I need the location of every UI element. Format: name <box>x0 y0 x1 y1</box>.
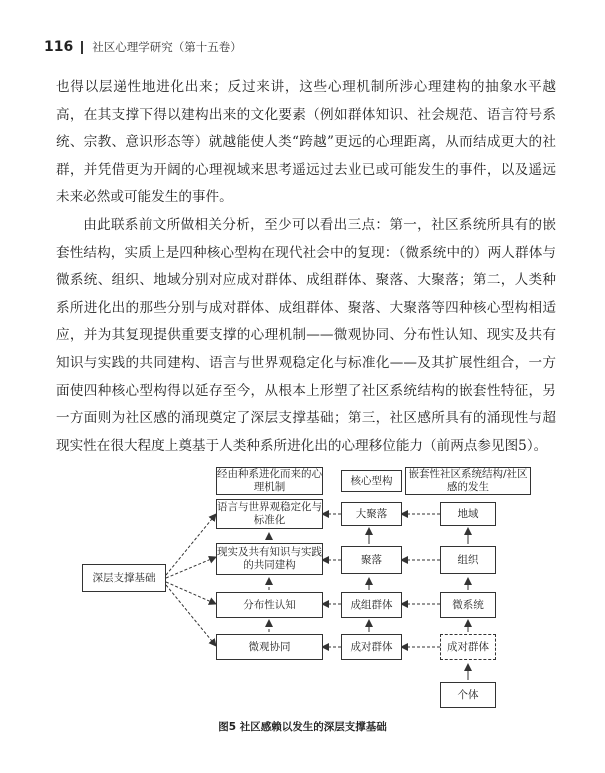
mechanisms-column-header: 经由种系进化而来的心理机制 <box>217 468 322 493</box>
root-arrow-knowledge <box>166 557 216 578</box>
nested-organization-node: 组织 <box>440 546 496 574</box>
nested-column-header: 嵌套性社区系统结构/社区感的发生 <box>405 467 531 495</box>
figure-caption: 图5 社区感赖以发生的深层支撑基础 <box>218 721 387 733</box>
core-settlement-node: 聚落 <box>341 546 402 574</box>
root-node: 深层支撑基础 <box>82 564 166 592</box>
core-large-settlement-node: 大聚落 <box>341 502 402 526</box>
nested-microsystem-node: 微系统 <box>440 592 496 618</box>
paragraph: 由此联系前文所做相关分析，至少可以看出三点：第一，社区系统所具有的嵌套性结构，实质上是四种核心型构在现代社会中的复现：（微系统中的）两人群体与微系统、组织、地域分别对应成对群体、成组群体、聚落、大聚落；第二，人类种系所进化出的那些分别与成对群体、成组群体、聚落、大聚落等四种核心型构相适应，并为其复现提供重要支撑的心理机制——微观协同、分布性认知、现实及共有知识与实践的共同建构、语言与世界观稳定化与标准化——及其扩展性组合，一方面使四种核心型构得以延存至今，从根本上形塑了社区系统结构的嵌套性特征，另一方面则为社区感的涌现奠定了深层支撑基础；第三，社区感所具有的涌现性与超现实性在很大程度上奠基于人类种系所进化出的心理移位能力（前两点参见图5）。 <box>56 216 556 454</box>
mechanism-distributed-node: 分布性认知 <box>216 592 323 618</box>
nested-pair-node: 成对群体 <box>440 634 496 660</box>
page-number: 116 <box>44 39 74 55</box>
mechanism-micro-node: 微观协同 <box>216 634 323 660</box>
root-arrow-distributed <box>166 582 216 604</box>
nested-individual-node: 个体 <box>440 682 496 708</box>
core-column-header: 核心型构 <box>341 470 402 492</box>
paragraph: 也得以层递性地进化出来；反过来讲，这些心理机制所涉心理建构的抽象水平越高，在其支撑下得以建构出来的文化要素（例如群体知识、社会规范、语言符号系统、宗教、意识形态等）就越能使人类“跨越”更远的心理距离，从而结成更大的社群，并凭借更为开阔的心理视域来思考遥远过去业已或可能发生的事件，以及遥远未来必然或可能发生的事件。 <box>56 79 556 206</box>
core-pair-node: 成对群体 <box>341 634 402 660</box>
nested-region-node: 地域 <box>440 502 496 526</box>
mechanism-knowledge-node: 现实及共有知识与实践的共同建构 <box>216 543 323 575</box>
root-arrow-language <box>166 514 216 575</box>
mechanism-language-node: 语言与世界观稳定化与标准化 <box>216 499 323 529</box>
core-group-node: 成组群体 <box>341 592 402 618</box>
journal-title: 社区心理学研究（第十五卷） <box>92 40 242 54</box>
root-arrow-micro <box>166 585 216 646</box>
